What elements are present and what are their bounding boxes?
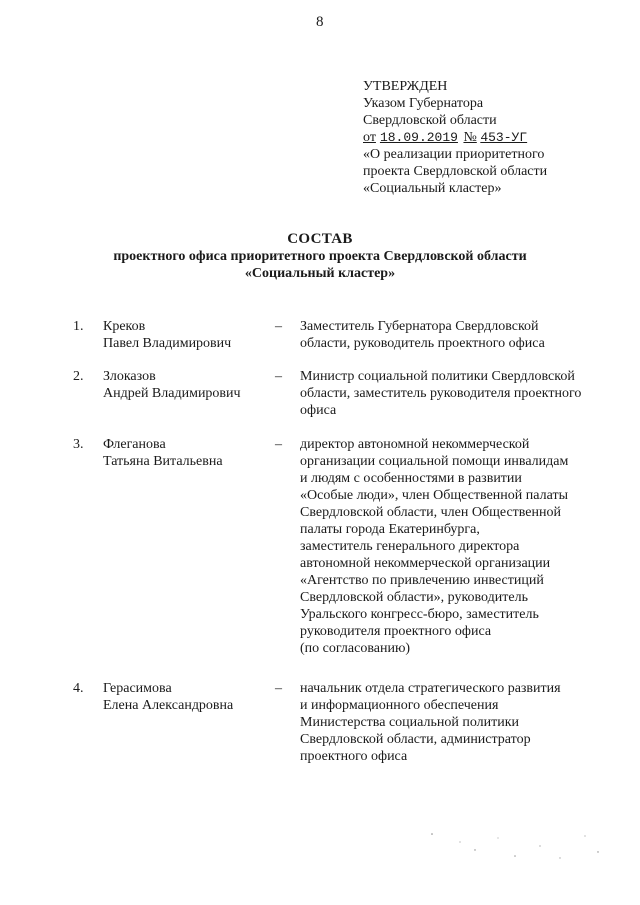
- member-given-name: Елена Александровна: [103, 698, 234, 713]
- member-role-line: Заместитель Губернатора Свердловской: [300, 319, 539, 334]
- scan-noise-specks: [420, 828, 610, 868]
- member-role: [300, 368, 618, 419]
- member-role-line: области, руководитель проектного офиса: [300, 336, 545, 351]
- member-row: [0, 318, 640, 358]
- member-surname: Герасимова: [103, 681, 172, 696]
- member-role-line: руководителя проектного офиса: [300, 624, 492, 639]
- member-dash: –: [275, 319, 282, 334]
- member-surname: Злоказов: [103, 369, 156, 384]
- member-number: 2.: [73, 369, 84, 384]
- member-role: [300, 436, 618, 657]
- approval-decree-line-2: Свердловской области: [363, 113, 497, 128]
- member-role-line: директор автономной некоммерческой: [300, 437, 530, 452]
- member-role-line: Министр социальной политики Свердловской: [300, 369, 575, 384]
- document-subtitle-line-2: «Социальный кластер»: [244, 266, 396, 281]
- document-title-block: [0, 230, 640, 282]
- member-role-line: Уральского конгресс-бюро, заместитель: [300, 607, 539, 622]
- member-surname: Флеганова: [103, 437, 166, 452]
- member-role-line: области, заместитель руководителя проектного: [300, 386, 582, 401]
- member-given-name: Павел Владимирович: [103, 336, 232, 351]
- member-dash: –: [275, 437, 282, 452]
- member-name: [103, 680, 273, 714]
- member-dash: –: [275, 369, 282, 384]
- member-surname: Креков: [103, 319, 146, 334]
- member-role-line: Свердловской области, член Общественной: [300, 505, 561, 520]
- approval-topic-line-3: «Социальный кластер»: [363, 181, 502, 196]
- approval-date: 18.09.2019: [379, 130, 458, 145]
- member-row: [0, 368, 640, 423]
- member-name: [103, 436, 273, 470]
- approval-topic-line-1: «О реализации приоритетного: [363, 147, 545, 162]
- member-number: 4.: [73, 681, 84, 696]
- member-row: [0, 436, 640, 661]
- document-subtitle-line-1: проектного офиса приоритетного проекта Свердловской области: [113, 249, 527, 264]
- member-role-line: проектного офиса: [300, 749, 408, 764]
- member-number: 3.: [73, 437, 84, 452]
- member-role-line: заместитель генерального директора: [300, 539, 520, 554]
- member-role-line: начальник отдела стратегического развития: [300, 681, 561, 696]
- member-given-name: Андрей Владимирович: [103, 386, 241, 401]
- approval-topic-line-2: проекта Свердловской области: [363, 164, 548, 179]
- member-role-line: «Особые люди», член Общественной палаты: [300, 488, 568, 503]
- member-name: [103, 368, 273, 402]
- member-given-name: Татьяна Витальевна: [103, 454, 223, 469]
- page-number: 8: [316, 14, 324, 30]
- approval-date-line: [363, 129, 613, 146]
- member-role-line: (по согласованию): [300, 641, 411, 656]
- member-row: [0, 680, 640, 770]
- member-role-line: Министерства социальной политики: [300, 715, 520, 730]
- member-number: 1.: [73, 319, 84, 334]
- member-role: [300, 680, 618, 765]
- member-role-line: «Агентство по привлечению инвестиций: [300, 573, 544, 588]
- approval-number: 453-УГ: [480, 130, 528, 145]
- approval-heading: УТВЕРЖДЕН: [363, 79, 448, 94]
- member-role-line: и людям с особенностями в развитии: [300, 471, 522, 486]
- member-role-line: организации социальной помощи инвалидам: [300, 454, 569, 469]
- member-role-line: офиса: [300, 403, 337, 418]
- member-role-line: Свердловской области», руководитель: [300, 590, 528, 605]
- member-role: [300, 318, 618, 352]
- approval-number-sign: №: [463, 130, 477, 145]
- document-title: СОСТАВ: [287, 231, 353, 247]
- member-role-line: автономной некоммерческой организации: [300, 556, 551, 571]
- member-role-line: палаты города Екатеринбурга,: [300, 522, 480, 537]
- member-dash: –: [275, 681, 282, 696]
- approval-date-prefix: от: [363, 130, 376, 145]
- member-role-line: Свердловской области, администратор: [300, 732, 531, 747]
- approval-block: [363, 78, 613, 197]
- member-name: [103, 318, 273, 352]
- member-role-line: и информационного обеспечения: [300, 698, 499, 713]
- approval-decree-line-1: Указом Губернатора: [363, 96, 484, 111]
